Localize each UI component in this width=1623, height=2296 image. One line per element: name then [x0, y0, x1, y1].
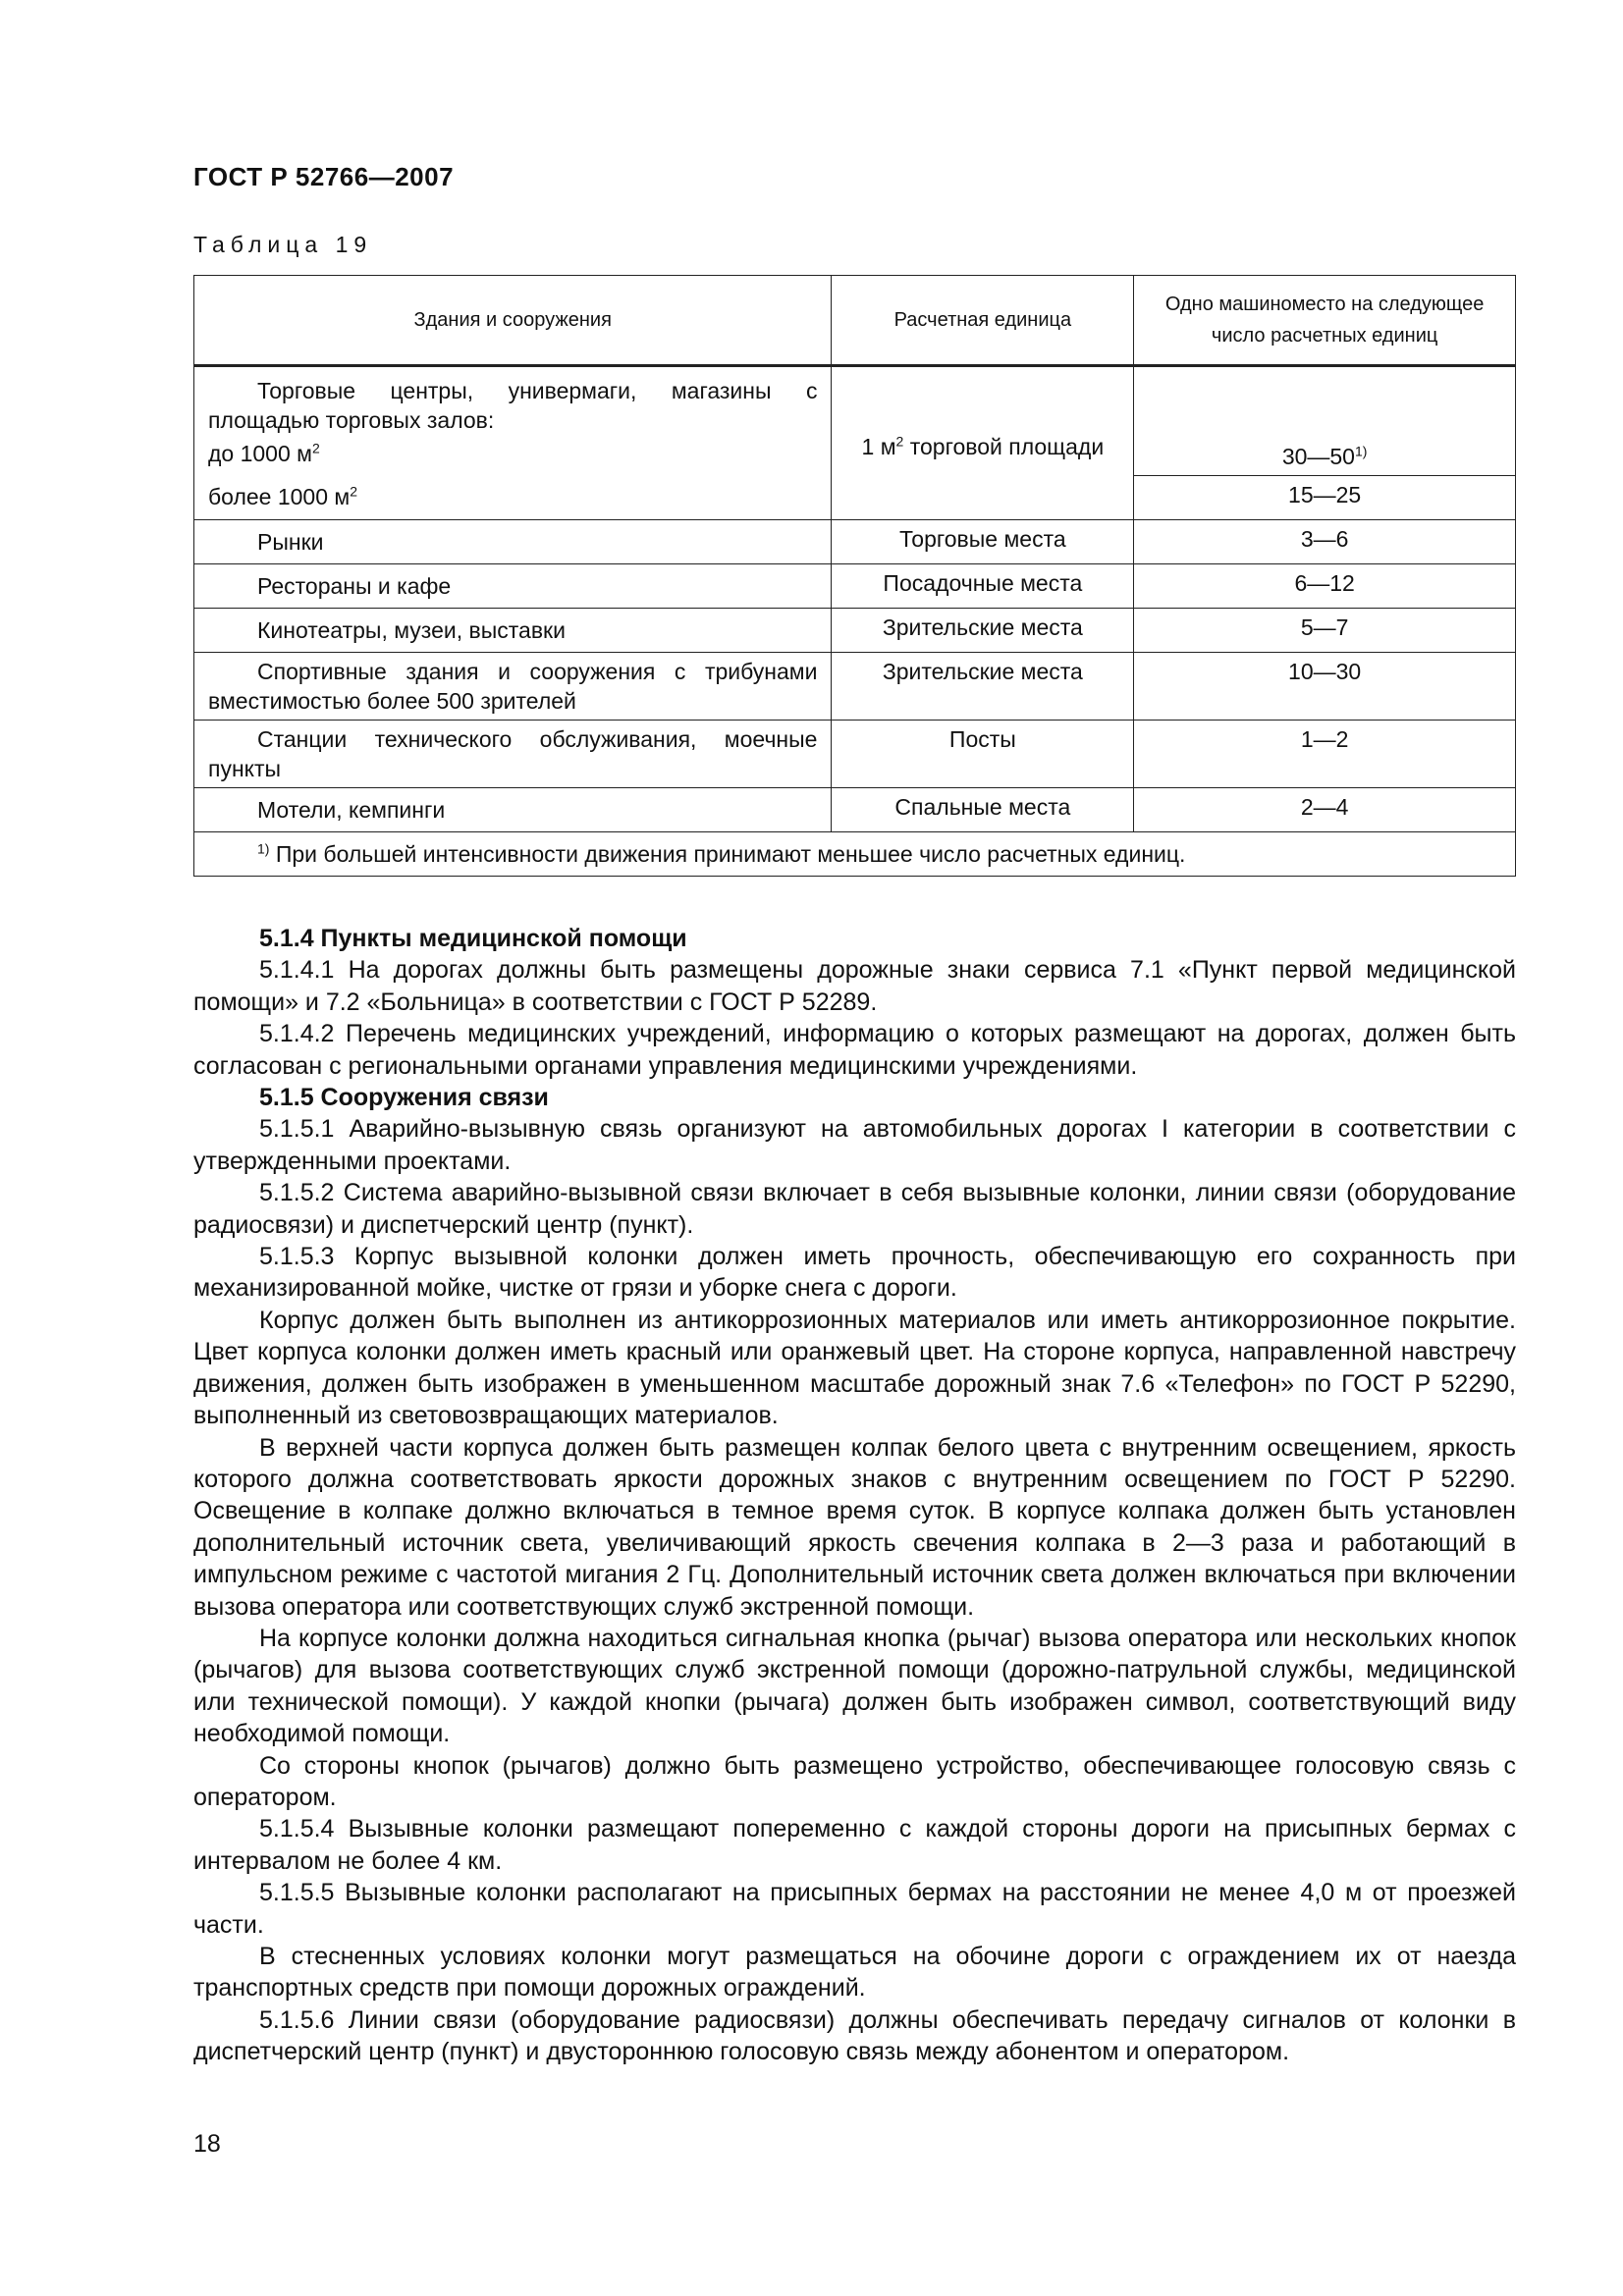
table-cell: Кинотеатры, музеи, выставки: [194, 609, 832, 653]
table-row: [194, 366, 1516, 476]
paragraph: 5.1.5.1 Аварийно-вызывную связь организуют на автомобильных дорогах I категории в соответствии с утвержденными проектами.: [193, 1115, 1516, 1175]
table-cell: Зрительские места: [832, 609, 1134, 653]
section-heading: 5.1.4 Пункты медицинской помощи: [259, 925, 687, 952]
table-row: [194, 609, 1516, 653]
table-cell: 1 $м^2$ торговой площади: [832, 366, 1134, 520]
table-cell: 10—30: [1134, 653, 1516, 721]
paragraph: 5.1.5.2 Система аварийно-вызывной связи включает в себя вызывные колонки, линии связи (оборудование радиосвязи) и диспетчерский центр (пункт).: [193, 1179, 1516, 1239]
table-row: [194, 564, 1516, 609]
column-header: Здания и сооружения: [194, 276, 832, 366]
table-cell: Рынки: [194, 520, 832, 564]
paragraph: Корпус должен быть выполнен из антикоррозионных материалов или иметь антикоррозионное покрытие. Цвет корпуса колонки должен иметь красный или оранжевый цвет. На стороне корпуса, направленной навстречу движения, должен быть изображен в уменьшенном масштабе дорожный знак 7.6 «Телефон» по ГОСТ Р 52290, выполненный из световозвращающих материалов.: [193, 1306, 1516, 1430]
table-cell: Посты: [832, 721, 1134, 788]
paragraph: 5.1.5.5 Вызывные колонки располагают на присыпных бермах на расстоянии не менее 4,0 м от проезжей части.: [193, 1879, 1516, 1939]
table-cell: 2—4: [1134, 788, 1516, 832]
table-cell: 3—6: [1134, 520, 1516, 564]
table-caption: Таблица 19: [193, 232, 373, 257]
table-cell: Зрительские места: [832, 653, 1134, 721]
table-cell: [194, 366, 832, 520]
table-cell: 1—2: [1134, 721, 1516, 788]
paragraph: Со стороны кнопок (рычагов) должно быть размещено устройство, обеспечивающее голосовую связь с оператором.: [193, 1751, 1516, 1811]
table-row: [194, 653, 1516, 721]
paragraph: В верхней части корпуса должен быть размещен колпак белого цвета с внутренним освещением, яркость которого должна соответствовать яркости дорожных знаков с внутренним освещением по ГОСТ Р 52290. Освещение в колпаке должно включаться в темное время суток. В корпусе колпака должен быть установлен дополнительный источник света, увеличивающий яркость свечения колпака в 2—3 раза и работающий в импульсном режиме с частотой мигания 2 Гц. Дополнительный источник света должен включаться при включении вызова оператора или соответствующих служб экстренной помощи.: [193, 1433, 1516, 1621]
column-header: Одно машиноместо на следующее число расчетных единиц: [1134, 276, 1516, 366]
table-cell: 30—50$^{1)}$: [1134, 366, 1516, 476]
paragraph: 5.1.5.6 Линии связи (оборудование радиосвязи) должны обеспечивать передачу сигналов от колонки в диспетчерский центр (пункт) и двустороннюю голосовую связь между абонентом и оператором.: [193, 2005, 1516, 2066]
row-label: Торговые центры, универмаги, магазины с площадью торговых залов:: [208, 377, 818, 433]
parking-table: [193, 275, 1516, 877]
table-footnote-row: [194, 832, 1516, 877]
table-cell: 15—25: [1134, 476, 1516, 520]
paragraph: На корпусе колонки должна находиться сигнальная кнопка (рычаг) вызова оператора или нескольких кнопок (рычагов) для вызова соответствующих служб экстренной помощи (дорожно-патрульной службы, медицинской или технической помощи). У каждой кнопки (рычага) должен быть изображен символ, соответствующий виду необходимой помощи.: [193, 1624, 1516, 1748]
table-footnote: $^{1)}$ При большей интенсивности движения принимают меньшее число расчетных единиц.: [194, 832, 1516, 877]
table-cell: 5—7: [1134, 609, 1516, 653]
page-number: 18: [193, 2130, 221, 2158]
document-body: [193, 923, 1516, 2068]
table-cell: Торговые места: [832, 520, 1134, 564]
table-row: [194, 721, 1516, 788]
paragraph: 5.1.4.2 Перечень медицинских учреждений, информацию о которых размещают на дорогах, должен быть согласован с региональными органами управления медицинскими учреждениями.: [193, 1020, 1516, 1080]
table-cell: Спальные места: [832, 788, 1134, 832]
column-header: Расчетная единица: [832, 276, 1134, 366]
table-cell: Спортивные здания и сооружения с трибунами вместимостью более 500 зрителей: [194, 653, 832, 721]
paragraph: 5.1.5.3 Корпус вызывной колонки должен иметь прочность, обеспечивающую его сохранность при механизированной мойке, чистке от грязи и уборке снега с дороги.: [193, 1243, 1516, 1303]
table-header-row: [194, 276, 1516, 366]
table-row: [194, 520, 1516, 564]
document-header: ГОСТ Р 52766—2007: [193, 162, 455, 191]
table-cell: Рестораны и кафе: [194, 564, 832, 609]
paragraph: 5.1.5.4 Вызывные колонки размещают попеременно с каждой стороны дороги на присыпных бермах с интервалом не более 4 км.: [193, 1815, 1516, 1875]
table-cell: Мотели, кемпинги: [194, 788, 832, 832]
table-cell: Посадочные места: [832, 564, 1134, 609]
paragraph: 5.1.4.1 На дорогах должны быть размещены дорожные знаки сервиса 7.1 «Пункт первой медицинской помощи» и 7.2 «Больница» в соответствии с ГОСТ Р 52289.: [193, 956, 1516, 1016]
row-sublabel: до 1000 $м^2$: [208, 439, 320, 466]
section-heading: 5.1.5 Сооружения связи: [259, 1084, 549, 1112]
table-cell: Станции технического обслуживания, моечные пункты: [194, 721, 832, 788]
paragraph: В стесненных условиях колонки могут размещаться на обочине дороги с ограждением их от наезда транспортных средств при помощи дорожных ограждений.: [193, 1943, 1516, 2002]
row-sublabel: более 1000 $м^2$: [208, 482, 358, 509]
table-row: [194, 788, 1516, 832]
table-cell: 6—12: [1134, 564, 1516, 609]
